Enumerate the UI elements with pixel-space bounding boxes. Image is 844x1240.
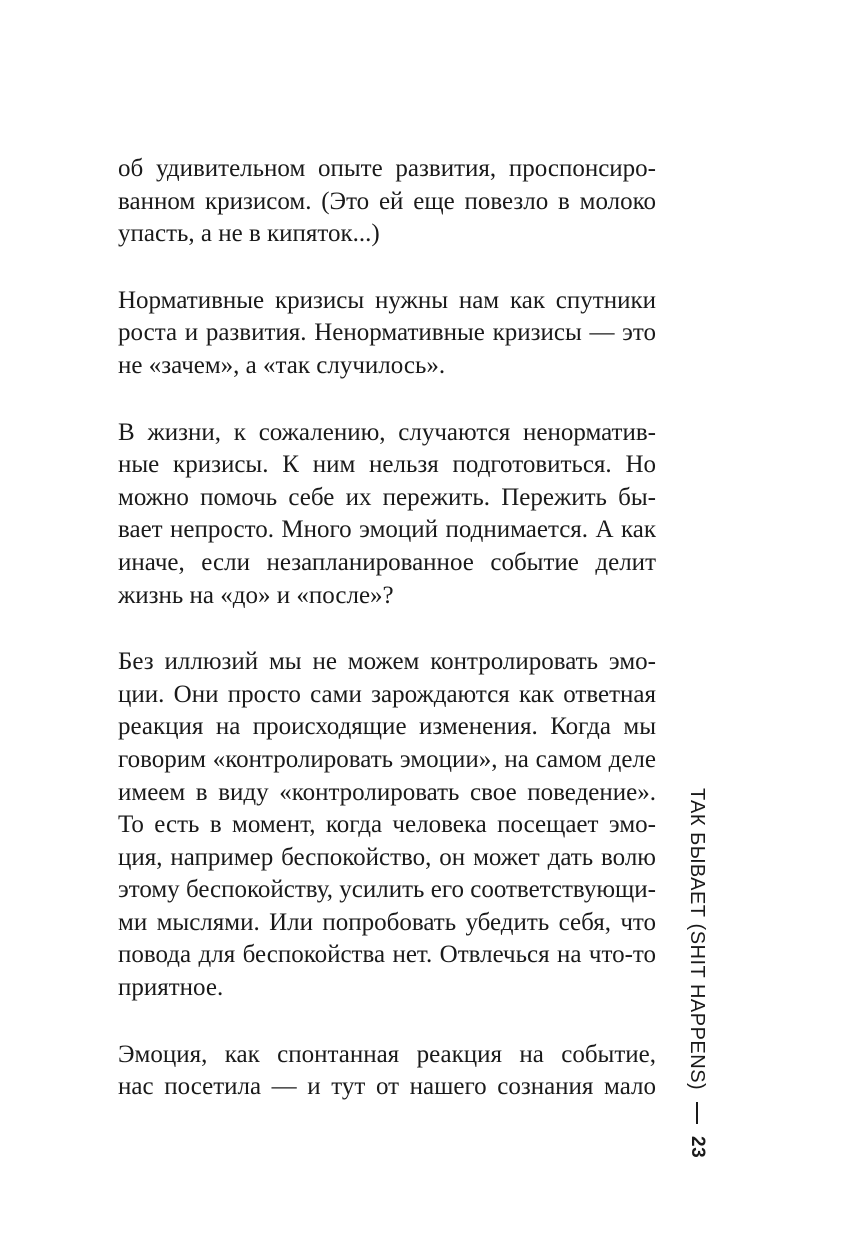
text-line: этому беспокойству, усилить его соответствующи-	[118, 876, 656, 904]
running-head-separator	[696, 1102, 698, 1124]
text-line: ция, например беспокойство, он может дать волю	[118, 843, 656, 871]
text-line: не «зачем», а «так случилось».	[118, 351, 446, 379]
text-line: Нормативные кризисы нужны нам как спутники	[118, 286, 656, 314]
text-line: ции. Они просто сами зарождаются как ответная	[118, 680, 656, 708]
text-line: повода для беспокойства нет. Отвлечься на что-то	[118, 941, 656, 969]
text-line: В жизни, к сожалению, случаются ненорматив-	[118, 418, 656, 446]
text-line: жизнь на «до» и «после»?	[118, 581, 394, 609]
paragraph-3	[118, 417, 656, 613]
text-line: имеем в виду «контролировать свое поведение».	[118, 778, 656, 806]
text-line: нас посетила — и тут от нашего сознания мало	[118, 1073, 656, 1101]
text-line: приятное.	[118, 974, 224, 1002]
text-line: Без иллюзий мы не можем контролировать эмо-	[118, 648, 656, 676]
page-number: 23	[687, 1136, 708, 1159]
running-head-title: ТАК БЫВАЕТ (SHIT HAPPENS)	[686, 788, 708, 1091]
text-line: можно помочь себе их пережить. Пережить бы-	[118, 483, 656, 511]
paragraph-4	[118, 646, 656, 1005]
text-line: об удивительном опыте развития, проспонсиро-	[118, 155, 656, 182]
paragraph-5	[118, 1039, 656, 1104]
text-line: Эмоция, как спонтанная реакция на событие,	[118, 1040, 656, 1068]
text-line: говорим «контролировать эмоции», на самом деле	[118, 745, 656, 773]
paragraph-1	[118, 153, 656, 251]
text-line: роста и развития. Ненормативные кризисы — это	[118, 319, 656, 347]
text-line: ные кризисы. К ним нельзя подготовиться. Но	[118, 451, 656, 479]
text-line: упасть, а не в кипяток...)	[118, 220, 380, 248]
text-line: иначе, если незапланированное событие делит	[118, 548, 656, 576]
text-line: То есть в момент, когда человека посещает эмо-	[118, 811, 656, 839]
text-line: вает непросто. Много эмоций поднимается. А как	[118, 516, 656, 544]
text-line: ми мыслями. Или попробовать убедить себя, что	[118, 908, 656, 936]
body-text	[118, 153, 656, 1138]
running-head	[683, 788, 711, 1159]
paragraph-2	[118, 285, 656, 383]
text-line: реакция на происходящие изменения. Когда мы	[118, 713, 656, 741]
text-line: ванном кризисом. (Это ей еще повезло в молоко	[118, 187, 656, 215]
running-head-content	[683, 788, 711, 1158]
